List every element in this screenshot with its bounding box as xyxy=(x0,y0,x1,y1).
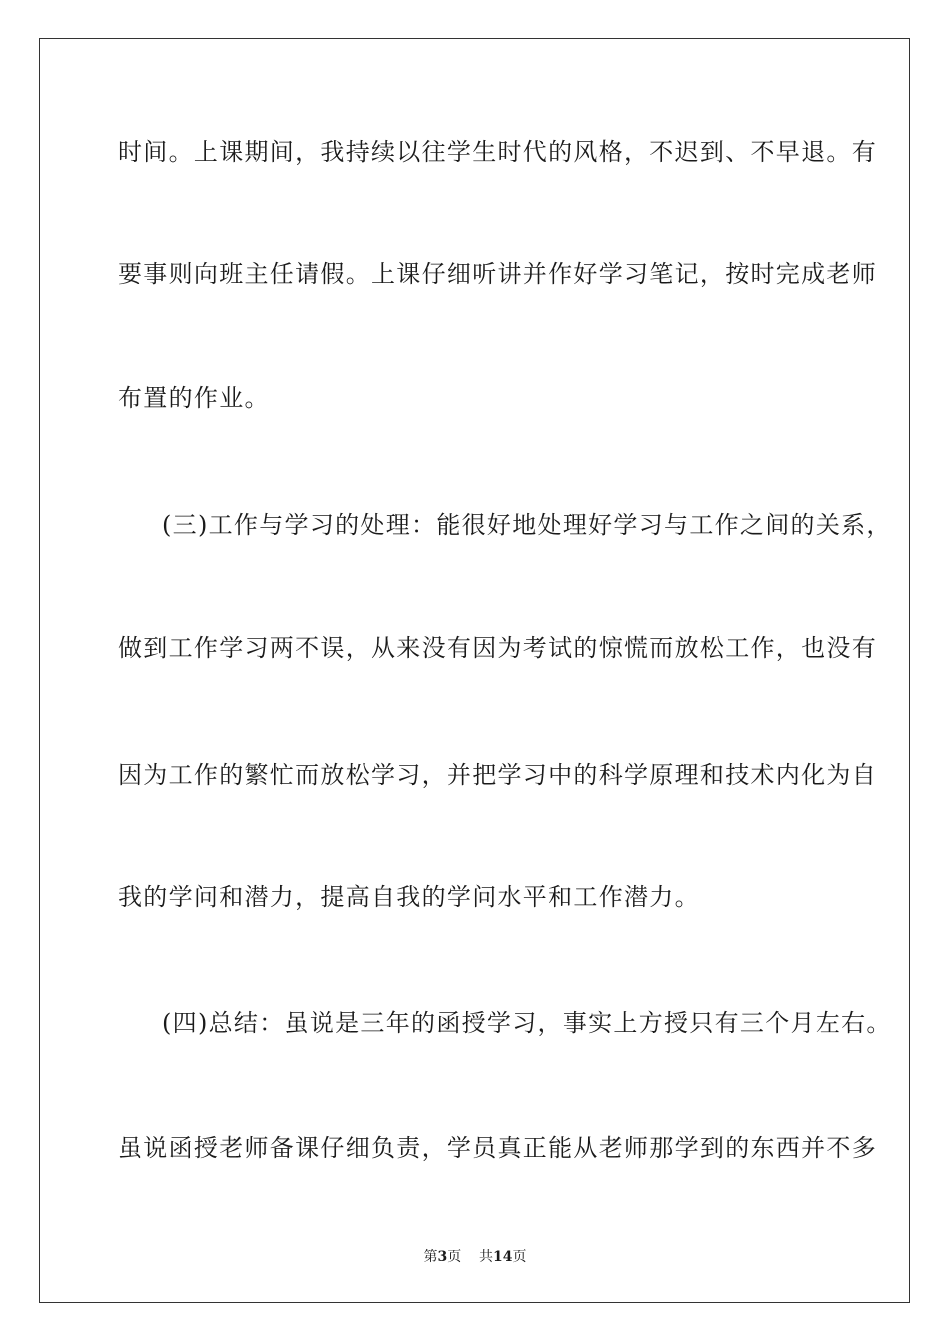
footer-total-pages: 14 xyxy=(493,1249,513,1265)
paragraph-line: 要事则向班主任请假。上课仔细听讲并作好学习笔记，按时完成老师 xyxy=(118,260,877,288)
paragraph-line: (四)总结：虽说是三年的函授学习，事实上方授只有三个月左右。 xyxy=(162,1009,892,1037)
page-footer xyxy=(0,1247,950,1267)
paragraph-line: 虽说函授老师备课仔细负责，学员真正能从老师那学到的东西并不多 xyxy=(118,1134,877,1162)
page-frame xyxy=(39,38,910,1303)
paragraph-line: 因为工作的繁忙而放松学习，并把学习中的科学原理和技术内化为自 xyxy=(118,761,877,789)
footer-page-prefix: 第 xyxy=(423,1249,438,1265)
paragraph-line: (三)工作与学习的处理：能很好地处理好学习与工作之间的关系， xyxy=(162,511,892,539)
footer-total-prefix: 共 xyxy=(479,1249,494,1265)
footer-page-number: 3 xyxy=(437,1249,448,1265)
paragraph-line: 时间。上课期间，我持续以往学生时代的风格，不迟到、不早退。有 xyxy=(118,138,877,166)
footer-total-suffix: 页 xyxy=(512,1249,527,1265)
paragraph-line: 做到工作学习两不误，从来没有因为考试的惊慌而放松工作，也没有 xyxy=(118,634,877,662)
footer-page-suffix: 页 xyxy=(447,1249,462,1265)
paragraph-line: 我的学问和潜力，提高自我的学问水平和工作潜力。 xyxy=(118,883,700,911)
paragraph-line: 布置的作业。 xyxy=(118,384,270,412)
